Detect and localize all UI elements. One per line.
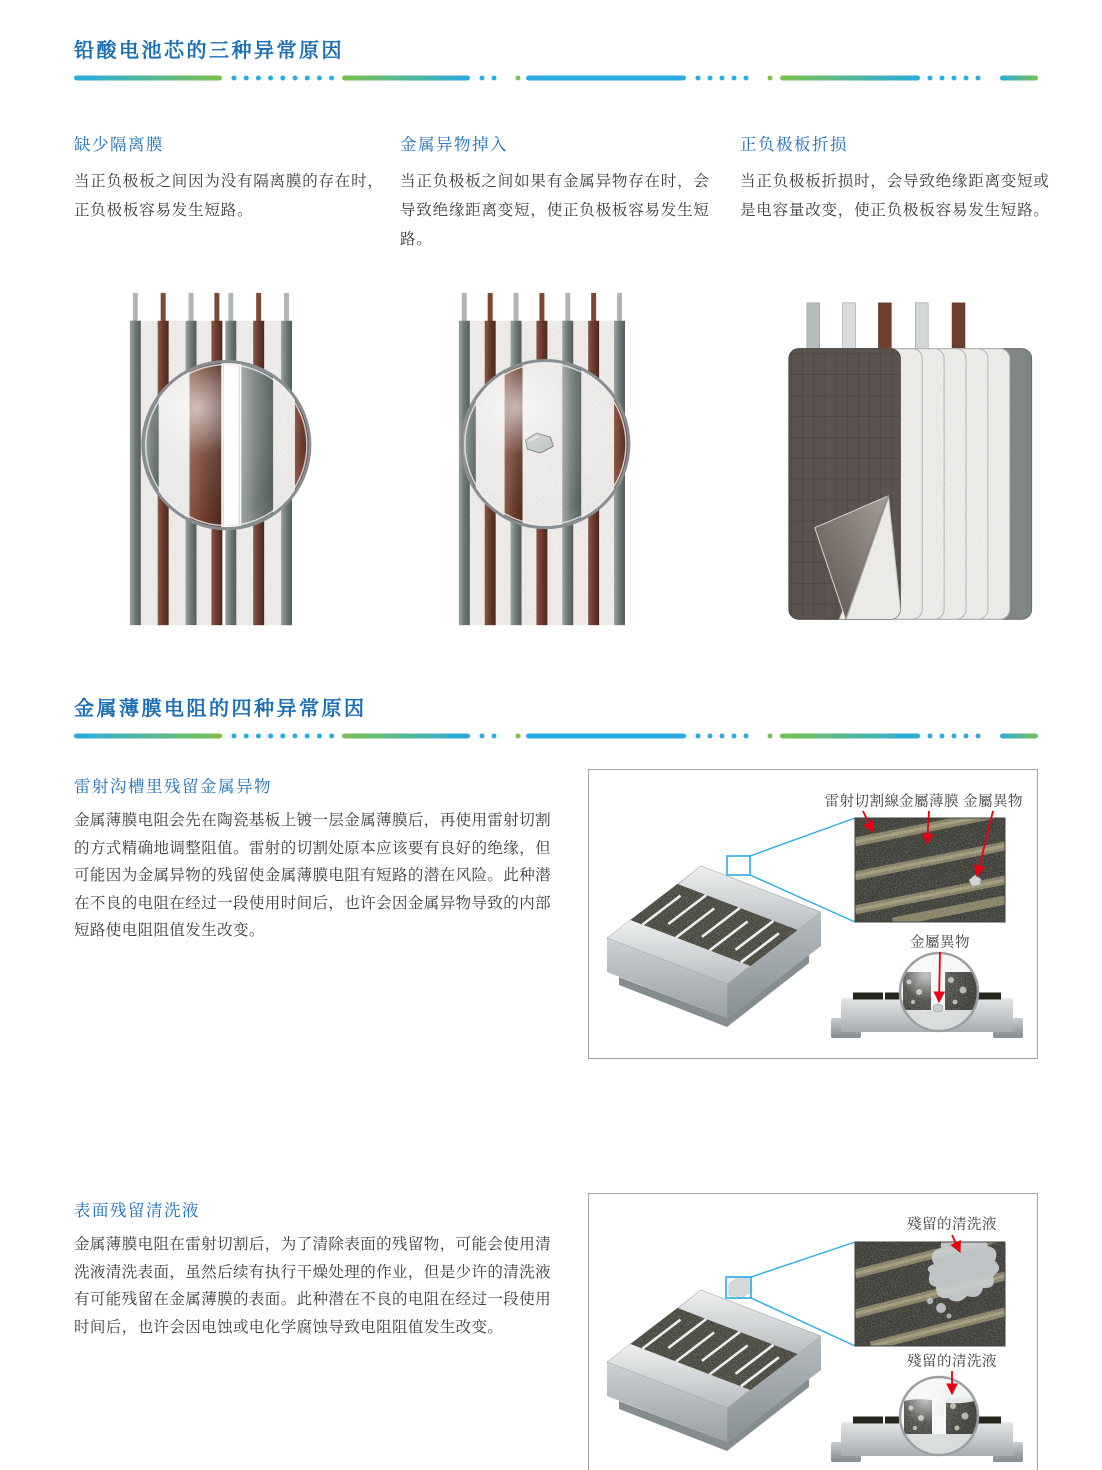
section-resistor: [74, 692, 1038, 1470]
section-battery: [74, 34, 1050, 642]
battery-causes-columns: [74, 131, 1050, 254]
figure-panel-cleaning-fluid: [588, 1193, 1038, 1470]
block-text: [74, 1193, 566, 1470]
figure-label-foreign-object-bottom: 金屬異物: [910, 935, 970, 951]
figure-label-residual-fluid: 殘留的清洗液: [907, 1217, 997, 1233]
cleaning-fluid-figure: [589, 1194, 1037, 1470]
resistor-section-title: 金属薄膜电阻的四种异常原因: [74, 698, 367, 720]
laser-groove-figure: [589, 770, 1037, 1058]
micrograph: [855, 1235, 1005, 1346]
battery-figures-row: [74, 290, 1038, 642]
column-heading: 金属异物掉入: [400, 136, 508, 154]
plate-tabs: [807, 303, 965, 353]
figure-label-residual-fluid-bottom: 殘留的清洗液: [907, 1354, 997, 1370]
annotation-arrow: [939, 952, 940, 1002]
block-text: [74, 769, 566, 1059]
block-heading: 雷射沟槽里残留金属异物: [74, 778, 272, 796]
chip-resistor-3d: [607, 1276, 821, 1451]
block-heading: 表面残留清洗液: [74, 1202, 200, 1220]
column-body: 当正负极板折损时，会导致绝缘距离变短或是电容量改变，使正负极板容易发生短路。: [740, 173, 1050, 219]
micrograph: [855, 812, 1005, 922]
divider-graphic: [74, 75, 1038, 81]
figure-missing-separator: [100, 290, 349, 642]
column-body: 当正负极板之间如果有金属异物存在时，会导致绝缘距离变短，使正负极板容易发生短路。: [400, 173, 710, 248]
column-missing-separator: [74, 131, 400, 254]
magnifier-circle: [143, 362, 310, 529]
figure-label-metal-film: 金屬薄膜: [899, 794, 959, 810]
figure-metal-foreign-object: [429, 290, 678, 642]
resistor-side-view: [831, 953, 1023, 1038]
figure-folded-plates: [769, 290, 1038, 642]
column-heading: 缺少隔离膜: [74, 136, 164, 154]
resistor-side-view: [831, 1377, 1023, 1462]
section-divider: [74, 75, 1038, 81]
column-heading: 正负极板折损: [740, 136, 848, 154]
figure-label-laser-cut-line: 雷射切割線: [824, 794, 900, 810]
magnifier-circle: [462, 361, 629, 528]
divider-graphic: [74, 733, 1038, 739]
figure-label-foreign-object: 金屬異物: [963, 794, 1023, 810]
column-folded-plates: [740, 131, 1050, 254]
block-laser-groove: [74, 769, 1038, 1059]
section-divider: [74, 733, 1038, 739]
figure-panel-laser-groove: [588, 769, 1038, 1059]
block-body: 金属薄膜电阻会先在陶瓷基板上镀一层金属薄膜后，再使用雷射切割的方式精确地调整阻值。雷射的切割处原本应该要有良好的绝缘，但可能因为金属异物的残留使金属薄膜电阻有短路的潜在风险。此种潜在不良的电阻在经过一段使用时间后，也许会因金属异物导致的内部短路使电阻阻值发生改变。: [74, 812, 552, 939]
column-body: 当正负极板之间因为没有隔离膜的存在时，正负极板容易发生短路。: [74, 173, 384, 219]
front-grid-plate: [789, 349, 901, 622]
column-metal-foreign-object: [400, 131, 740, 254]
battery-section-title: 铅酸电池芯的三种异常原因: [74, 40, 344, 62]
block-body: 金属薄膜电阻在雷射切割后，为了清除表面的残留物，可能会使用清洗液清洗表面，虽然后续有执行干燥处理的作业，但是少许的清洗液有可能残留在金属薄膜的表面。此种潜在不良的电阻在经过一段使用时间后，也许会因电蚀或电化学腐蚀导致电阻阻值发生改变。: [74, 1236, 552, 1336]
chip-resistor-3d: [607, 866, 821, 1027]
block-cleaning-fluid: [74, 1193, 1038, 1470]
fluid-residue-spot: [729, 1276, 753, 1297]
